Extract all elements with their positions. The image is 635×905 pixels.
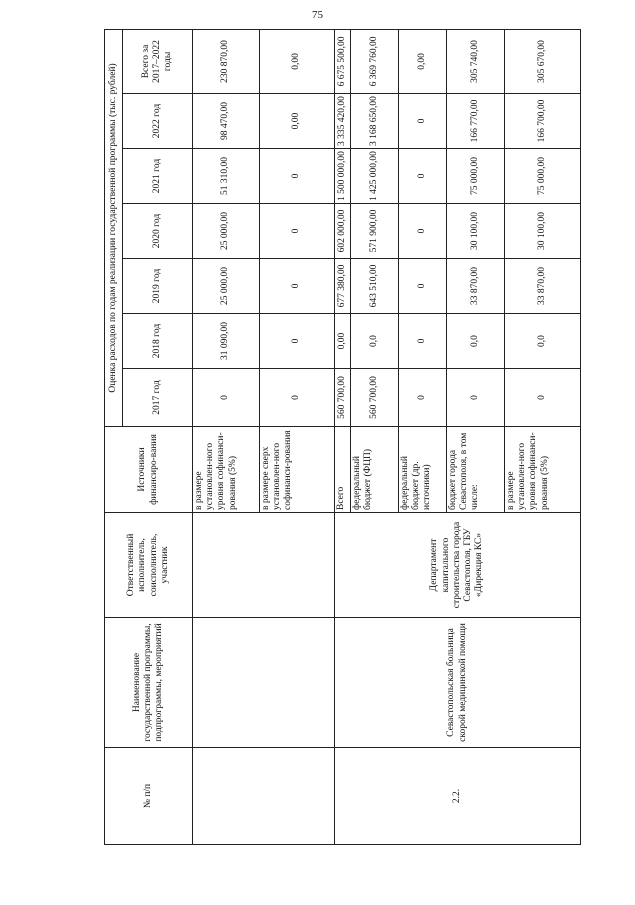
- cell-2020: 0: [399, 204, 447, 259]
- header-2019: 2019 год: [123, 259, 193, 314]
- item-name: Севастопольская больница скорой медицинской помощи: [335, 618, 581, 748]
- header-expense-estimate: Оценка расходов по годам реализации государственной программы (тыс. рублей): [105, 29, 123, 426]
- cell-2020: 0: [260, 204, 335, 259]
- cell-total: 305 740,00: [447, 29, 505, 93]
- header-name: Наименование государственной программы, подпрограммы, мероприятий: [105, 618, 193, 748]
- cell-total: 0,00: [260, 29, 335, 93]
- cell-empty-responsible: [193, 513, 335, 618]
- cell-2017: 560 700,00: [351, 369, 399, 427]
- cell-2018: 0: [399, 314, 447, 369]
- cell-2017: 0: [193, 369, 260, 427]
- cell-2022: 0: [399, 94, 447, 149]
- header-total: Всего за 2017–2022 годы: [123, 29, 193, 93]
- header-sources: Источники финансиро-вания: [105, 427, 193, 513]
- cell-2019: 33 870,00: [447, 259, 505, 314]
- cell-total: 0,00: [399, 29, 447, 93]
- cell-2019: 677 380,00: [335, 259, 351, 314]
- cell-2017: 0: [260, 369, 335, 427]
- cell-source: в размере сверх установлен-ного софинанси-рования: [260, 427, 335, 513]
- cell-2017: 0: [447, 369, 505, 427]
- cell-total: 6 675 500,00: [335, 29, 351, 93]
- cell-source: бюджет города Севастополя, в том числе:: [447, 427, 505, 513]
- cell-2018: 0,0: [447, 314, 505, 369]
- cell-2020: 25 000,00: [193, 204, 260, 259]
- cell-2022: 166 700,00: [505, 94, 581, 149]
- cell-source: в размере установлен-ного уровня софинанси-рования (5%): [505, 427, 581, 513]
- cell-2019: 0: [399, 259, 447, 314]
- header-2018: 2018 год: [123, 314, 193, 369]
- cell-2018: 0,0: [351, 314, 399, 369]
- cell-2021: 0: [399, 149, 447, 204]
- cell-2021: 51 310,00: [193, 149, 260, 204]
- cell-2018: 31 090,00: [193, 314, 260, 369]
- cell-2021: 75 000,00: [505, 149, 581, 204]
- page-number: 75: [312, 9, 323, 21]
- cell-2018: 0,00: [335, 314, 351, 369]
- cell-2021: 1 500 000,00: [335, 149, 351, 204]
- header-responsible: Ответственный исполнитель, соисполнитель, участник: [105, 513, 193, 618]
- cell-2022: 3 168 650,00: [351, 94, 399, 149]
- cell-2017: 0: [505, 369, 581, 427]
- cell-2020: 30 100,00: [505, 204, 581, 259]
- cell-2021: 75 000,00: [447, 149, 505, 204]
- table-row: [193, 29, 260, 844]
- cell-2022: 0,00: [260, 94, 335, 149]
- cell-2020: 602 000,00: [335, 204, 351, 259]
- cell-2021: 0: [260, 149, 335, 204]
- cell-2019: 0: [260, 259, 335, 314]
- cell-source: в размере установлен-ного уровня софинанси-рования (5%): [193, 427, 260, 513]
- header-2017: 2017 год: [123, 369, 193, 427]
- header-2020: 2020 год: [123, 204, 193, 259]
- cell-2020: 30 100,00: [447, 204, 505, 259]
- cell-2017: 0: [399, 369, 447, 427]
- cell-2022: 98 470,00: [193, 94, 260, 149]
- table-row: [335, 29, 351, 844]
- cell-2019: 33 870,00: [505, 259, 581, 314]
- cell-2019: 643 510,00: [351, 259, 399, 314]
- cell-total: 230 870,00: [193, 29, 260, 93]
- cell-2017: 560 700,00: [335, 369, 351, 427]
- header-no: № п/п: [105, 748, 193, 845]
- financing-table: [104, 30, 580, 845]
- cell-total: 305 670,00: [505, 29, 581, 93]
- cell-empty-name: [193, 618, 335, 748]
- cell-source: федеральный бюджет (ФЦП): [351, 427, 399, 513]
- cell-empty-no: [193, 748, 335, 845]
- cell-2021: 1 425 000,00: [351, 149, 399, 204]
- cell-2018: 0: [260, 314, 335, 369]
- cell-2019: 25 000,00: [193, 259, 260, 314]
- item-number: 2.2.: [335, 748, 581, 845]
- cell-source: федеральный бюджет (др. источники): [399, 427, 447, 513]
- cell-total: 6 369 760,00: [351, 29, 399, 93]
- cell-source: Всего: [335, 427, 351, 513]
- header-2022: 2022 год: [123, 94, 193, 149]
- header-2021: 2021 год: [123, 149, 193, 204]
- cell-2018: 0,0: [505, 314, 581, 369]
- cell-2022: 166 770,00: [447, 94, 505, 149]
- cell-2022: 3 335 420,00: [335, 94, 351, 149]
- item-responsible: Департамент капитального строительства города Севастополя, ГБУ «Дирекция КС»: [335, 513, 581, 618]
- cell-2020: 571 900,00: [351, 204, 399, 259]
